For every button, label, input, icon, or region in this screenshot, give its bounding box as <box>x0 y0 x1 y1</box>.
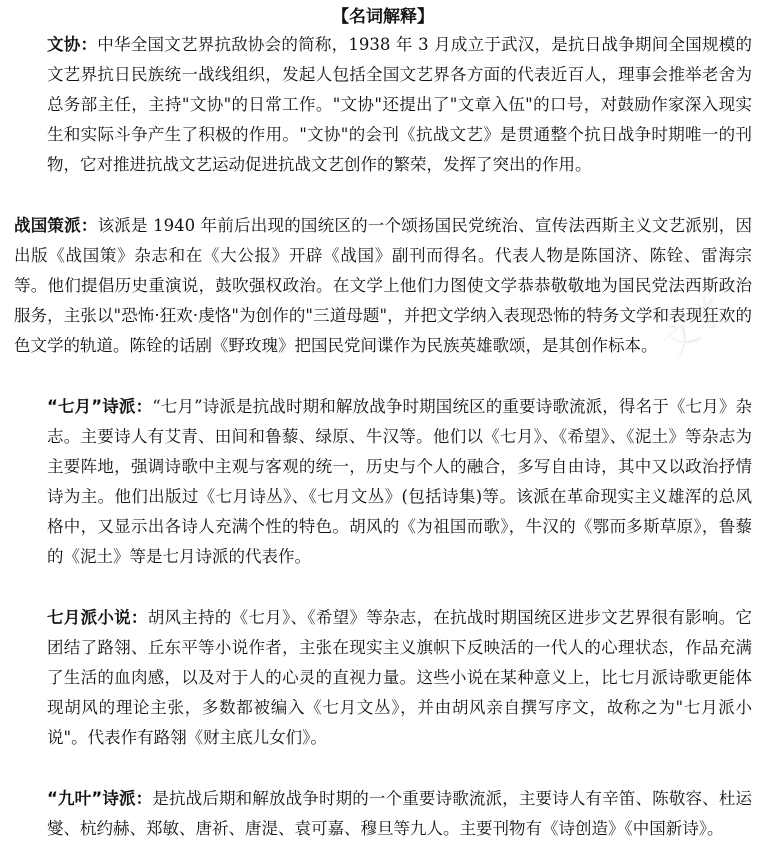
entry-term: “七月”诗派： <box>47 397 153 416</box>
watermark: 文学 <box>655 290 734 365</box>
paragraph-gap <box>14 572 752 603</box>
entry-qiyue-fiction <box>14 603 752 753</box>
entry-zhanguoce <box>14 211 752 361</box>
entry-text: 中华全国文艺界抗敌协会的简称，1938 年 3 月成立于武汉，是抗日战争期间全国规模的文艺界抗日民族统一战线组织，发起人包括全国文艺界各方面的代表近百人，理事会推举老舍为总务部主任，主持"文协"的日常工作。"文协"还提出了"文章入伍"的口号，对鼓励作家深入现实生和实际斗争产生了积极的作用。"文协"的会刊《抗战文艺》是贯通整个抗日战争时期唯一的刊物，它对推进抗战文艺运动促进抗战文艺创作的繁荣，发挥了突出的作用。 <box>47 35 752 174</box>
entry-text: 该派是 1940 年前后出现的国统区的一个颂扬国民党统治、宣传法西斯主义文艺派别，因出版《战国策》杂志和在《大公报》开辟《战国》副刊而得名。代表人物是陈国济、陈铨、雷海宗等。他们提倡历史重演说，鼓吹强权政治。在文学上他们力图使文学恭恭敬敬地为国民党法西斯政治服务，主张以"恐怖·狂欢·虔恪"为创作的"三道母题"，并把文学纳入表现恐怖的特务文学和表现狂欢的色文学的轨道。陈铨的话剧《野玫瑰》把国民党间谍作为民族英雄歌颂，是其创作标本。 <box>14 216 753 355</box>
entry-text: “七月”诗派是抗战时期和解放战争时期国统区的重要诗歌流派，得名于《七月》杂志。主要诗人有艾青、田间和鲁藜、绿原、牛汉等。他们以《七月》、《希望》、《泥土》等杂志为主要阵地，强调诗歌中主观与客观的统一，历史与个人的融合，多写自由诗，其中又以政治抒情诗为主。他们出版过《七月诗丛》、《七月文丛》(包括诗集)等。该派在革命现实主义雄浑的总风格中，又显示出各诗人充满个性的特色。胡风的《为祖国而歌》，牛汉的《鄂而多斯草原》，鲁藜的《泥土》等是七月诗派的代表作。 <box>47 397 752 566</box>
entry-qiyue-poetry <box>14 392 752 572</box>
paragraph-gap <box>14 753 752 784</box>
entry-term: 文协： <box>47 35 98 54</box>
entry-term: 七月派小说： <box>47 608 148 627</box>
entry-wenxie <box>14 30 752 180</box>
paragraph-gap <box>14 361 752 392</box>
section-title: 【名词解释】 <box>332 7 434 27</box>
entry-text: 胡风主持的《七月》、《希望》等杂志，在抗战时期国统区进步文艺界很有影响。它团结了路翎、丘东平等小说作者，主张在现实主义旗帜下反映活的一代人的心理状态，作品充满了生活的血肉感，以及对于人的心灵的直视力量。这些小说在某种意义上，比七月派诗歌更能体现胡风的理论主张，多数都被编入《七月文丛》，并由胡风亲自撰写序文，故称之为"七月派小说"。代表作有路翎《财主底儿女们》。 <box>47 608 753 747</box>
entry-term: 战国策派： <box>14 216 98 235</box>
entry-text: 是抗战后期和解放战争时期的一个重要诗歌流派，主要诗人有辛笛、陈敬容、杜运燮、杭约赫、郑敏、唐祈、唐湜、袁可嘉、穆旦等九人。主要刊物有《诗创造》《中国新诗》。 <box>47 789 752 838</box>
entry-term: “九叶”诗派： <box>47 789 153 808</box>
entry-jiuye <box>14 784 752 844</box>
paragraph-gap <box>14 180 752 211</box>
